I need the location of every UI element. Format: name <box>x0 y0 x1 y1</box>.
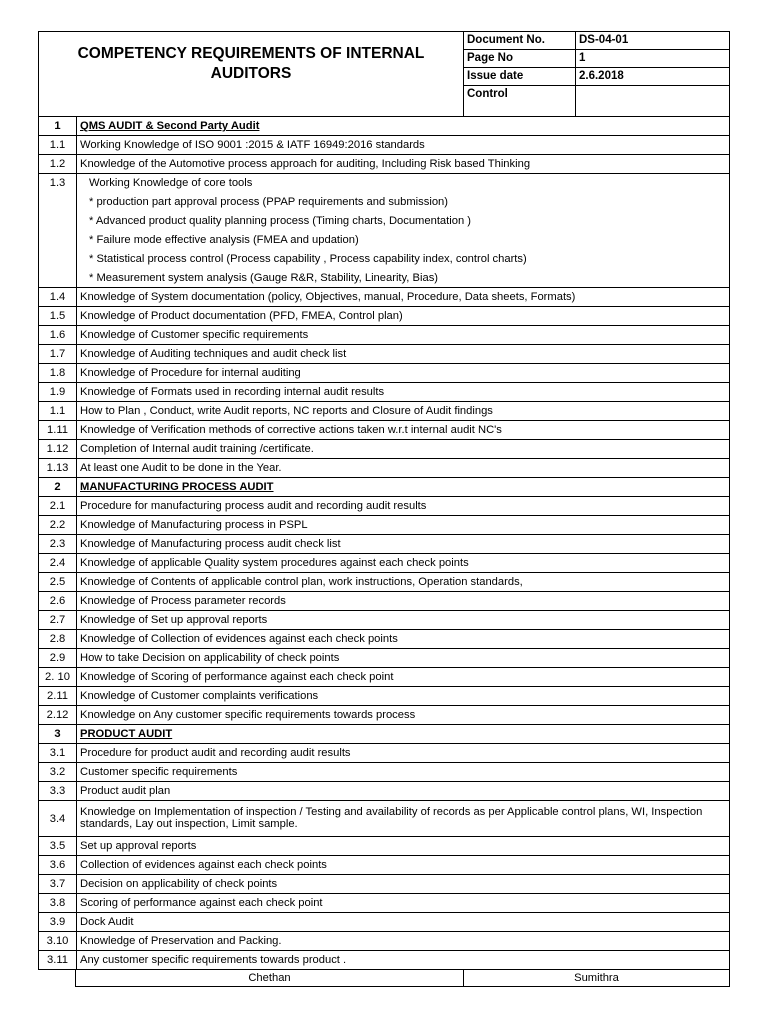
row-number: 1.7 <box>39 345 77 363</box>
row-number: 1.2 <box>39 155 77 173</box>
row-text: Knowledge of Auditing techniques and audit check list <box>80 348 347 360</box>
row-text: Knowledge of Procedure for internal auditing <box>80 367 301 379</box>
row-text: Working Knowledge of ISO 9001 :2015 & IATF 16949:2016 standards <box>80 139 425 151</box>
row-text: PRODUCT AUDIT <box>80 728 173 740</box>
row-number <box>39 193 77 212</box>
row-number: 3 <box>39 725 77 743</box>
row-number: 2.1 <box>39 497 77 515</box>
row-text: At least one Audit to be done in the Year. <box>80 462 282 474</box>
row-text: * Measurement system analysis (Gauge R&R, Stability, Linearity, Bias) <box>89 272 439 284</box>
table-row <box>39 136 729 155</box>
row-text: Knowledge of Product documentation (PFD, FMEA, Control plan) <box>80 310 403 322</box>
table-row <box>39 383 729 402</box>
row-number: 3.3 <box>39 782 77 800</box>
table-row <box>39 421 729 440</box>
meta-label: Control <box>464 86 576 116</box>
table-row <box>39 288 729 307</box>
row-number: 3.10 <box>39 932 77 950</box>
table-row <box>39 269 729 288</box>
row-text: Completion of Internal audit training /certificate. <box>80 443 314 455</box>
table-row <box>39 307 729 326</box>
row-number: 1.9 <box>39 383 77 401</box>
row-text: Collection of evidences against each check points <box>80 859 327 871</box>
table-row <box>39 193 729 212</box>
table-row <box>39 687 729 706</box>
row-text: How to Plan , Conduct, write Audit reports, NC reports and Closure of Audit findings <box>80 405 493 417</box>
meta-value <box>576 86 729 116</box>
table-row <box>39 459 729 478</box>
meta-value: 2.6.2018 <box>579 70 624 82</box>
table-row <box>39 155 729 174</box>
row-text: Knowledge of Formats used in recording internal audit results <box>80 386 385 398</box>
meta-row-page-no <box>464 50 729 68</box>
table-row <box>39 649 729 668</box>
row-text: Knowledge of Verification methods of corrective actions taken w.r.t internal audit NC's <box>80 424 502 436</box>
row-number: 3.7 <box>39 875 77 893</box>
row-number: 1.3 <box>39 174 77 193</box>
table-row <box>39 801 729 837</box>
row-number: 1.4 <box>39 288 77 306</box>
row-text: Procedure for manufacturing process audit and recording audit results <box>80 500 427 512</box>
table-row <box>39 174 729 193</box>
row-number: 3.11 <box>39 951 77 969</box>
table-row <box>39 440 729 459</box>
meta-row-issue-date <box>464 68 729 86</box>
signature-prepared: Chethan <box>76 970 464 987</box>
row-text: Customer specific requirements <box>80 766 238 778</box>
row-text: How to take Decision on applicability of check points <box>80 652 340 664</box>
row-text: Any customer specific requirements towards product . <box>80 954 347 966</box>
section-header-row <box>39 478 729 497</box>
row-number: 2.4 <box>39 554 77 572</box>
row-number: 2.9 <box>39 649 77 667</box>
row-text: Decision on applicability of check points <box>80 878 278 890</box>
table-row <box>39 535 729 554</box>
table-row <box>39 856 729 875</box>
section-header-row <box>39 725 729 744</box>
title-line-1: COMPETENCY REQUIREMENTS OF INTERNAL <box>77 45 425 62</box>
row-number: 1 <box>39 117 77 135</box>
title-line-2: AUDITORS <box>210 65 292 82</box>
row-number: 1.8 <box>39 364 77 382</box>
table-row <box>39 554 729 573</box>
row-number: 3.2 <box>39 763 77 781</box>
row-number <box>39 212 77 231</box>
row-text: Knowledge of Process parameter records <box>80 595 286 607</box>
row-number: 1.12 <box>39 440 77 458</box>
row-text: * Advanced product quality planning process (Timing charts, Documentation ) <box>89 215 472 227</box>
row-text: Knowledge of Contents of applicable control plan, work instructions, Operation standards, <box>80 576 523 588</box>
signature-row <box>38 970 730 987</box>
row-number: 2.11 <box>39 687 77 705</box>
row-number: 3.9 <box>39 913 77 931</box>
row-number: 2.12 <box>39 706 77 724</box>
table-row <box>39 497 729 516</box>
row-number <box>39 269 77 287</box>
document-title <box>39 32 464 116</box>
row-text: Knowledge of Scoring of performance against each check point <box>80 671 394 683</box>
row-text: Knowledge on Implementation of inspection / Testing and availability of records as per Applicable control plans, WI, Inspection standards, Lay out inspection, Limit sample. <box>80 806 703 830</box>
document-meta <box>464 32 729 116</box>
table-row <box>39 630 729 649</box>
row-number: 1.11 <box>39 421 77 439</box>
document-header <box>38 31 730 117</box>
table-row <box>39 573 729 592</box>
table-row <box>39 516 729 535</box>
meta-value: 1 <box>579 52 586 64</box>
row-text: Knowledge of System documentation (policy, Objectives, manual, Procedure, Data sheets, Formats) <box>80 291 576 303</box>
signature-approved: Sumithra <box>464 970 730 987</box>
table-row <box>39 345 729 364</box>
table-row <box>39 951 729 970</box>
row-number: 3.1 <box>39 744 77 762</box>
table-row <box>39 763 729 782</box>
table-row <box>39 706 729 725</box>
table-row <box>39 837 729 856</box>
row-number <box>39 250 77 269</box>
row-text: Knowledge on Any customer specific requirements towards process <box>80 709 416 721</box>
row-number: 3.6 <box>39 856 77 874</box>
row-text: Procedure for product audit and recording audit results <box>80 747 351 759</box>
table-row <box>39 875 729 894</box>
row-number: 2.2 <box>39 516 77 534</box>
row-number: 2.3 <box>39 535 77 553</box>
meta-row-document-no <box>464 32 729 50</box>
row-text: Knowledge of the Automotive process approach for auditing, Including Risk based Thinking <box>80 158 531 170</box>
row-number: 2.7 <box>39 611 77 629</box>
competency-document <box>38 31 730 987</box>
table-row <box>39 932 729 951</box>
table-row <box>39 250 729 269</box>
row-text: * Statistical process control (Process capability , Process capability index, control charts) <box>89 253 527 265</box>
row-text: Knowledge of Preservation and Packing. <box>80 935 282 947</box>
meta-label: Document No. <box>464 32 576 49</box>
table-row <box>39 212 729 231</box>
row-number: 3.8 <box>39 894 77 912</box>
meta-label: Page No <box>464 50 576 67</box>
row-text: Product audit plan <box>80 785 171 797</box>
row-number: 1.5 <box>39 307 77 325</box>
row-text: Knowledge of Manufacturing process in PSPL <box>80 519 308 531</box>
table-row <box>39 913 729 932</box>
row-number: 1.13 <box>39 459 77 477</box>
table-row <box>39 402 729 421</box>
row-text: * Failure mode effective analysis (FMEA and updation) <box>89 234 359 246</box>
row-number: 2 <box>39 478 77 496</box>
requirements-table <box>38 117 730 970</box>
row-text: Set up approval reports <box>80 840 197 852</box>
row-number: 2.8 <box>39 630 77 648</box>
row-text: Knowledge of Customer specific requirements <box>80 329 309 341</box>
table-row <box>39 744 729 763</box>
row-number: 2. 10 <box>39 668 77 686</box>
table-row <box>39 611 729 630</box>
meta-label: Issue date <box>464 68 576 85</box>
table-row <box>39 592 729 611</box>
row-text: Knowledge of Customer complaints verifications <box>80 690 319 702</box>
row-number: 1.1 <box>39 136 77 154</box>
row-text: Knowledge of Manufacturing process audit check list <box>80 538 341 550</box>
row-text: Knowledge of applicable Quality system procedures against each check points <box>80 557 469 569</box>
meta-value: DS-04-01 <box>579 34 629 46</box>
row-number: 1.6 <box>39 326 77 344</box>
row-number: 2.6 <box>39 592 77 610</box>
row-text: MANUFACTURING PROCESS AUDIT <box>80 481 274 493</box>
row-text: Working Knowledge of core tools <box>89 177 253 189</box>
table-row <box>39 326 729 345</box>
row-text: Scoring of performance against each check point <box>80 897 323 909</box>
section-header-row <box>39 117 729 136</box>
row-number <box>39 231 77 250</box>
row-text: Knowledge of Collection of evidences against each check points <box>80 633 398 645</box>
table-row <box>39 668 729 687</box>
table-row <box>39 364 729 383</box>
row-text: * production part approval process (PPAP requirements and submission) <box>89 196 449 208</box>
signature-spacer <box>38 970 76 987</box>
table-row <box>39 894 729 913</box>
row-number: 1.1 <box>39 402 77 420</box>
table-row <box>39 782 729 801</box>
row-number: 3.5 <box>39 837 77 855</box>
table-row <box>39 231 729 250</box>
row-number: 2.5 <box>39 573 77 591</box>
row-text: Knowledge of Set up approval reports <box>80 614 268 626</box>
row-text: QMS AUDIT & Second Party Audit <box>80 120 260 132</box>
row-number: 3.4 <box>39 801 77 836</box>
meta-row-control <box>464 86 729 116</box>
row-text: Dock Audit <box>80 916 134 928</box>
